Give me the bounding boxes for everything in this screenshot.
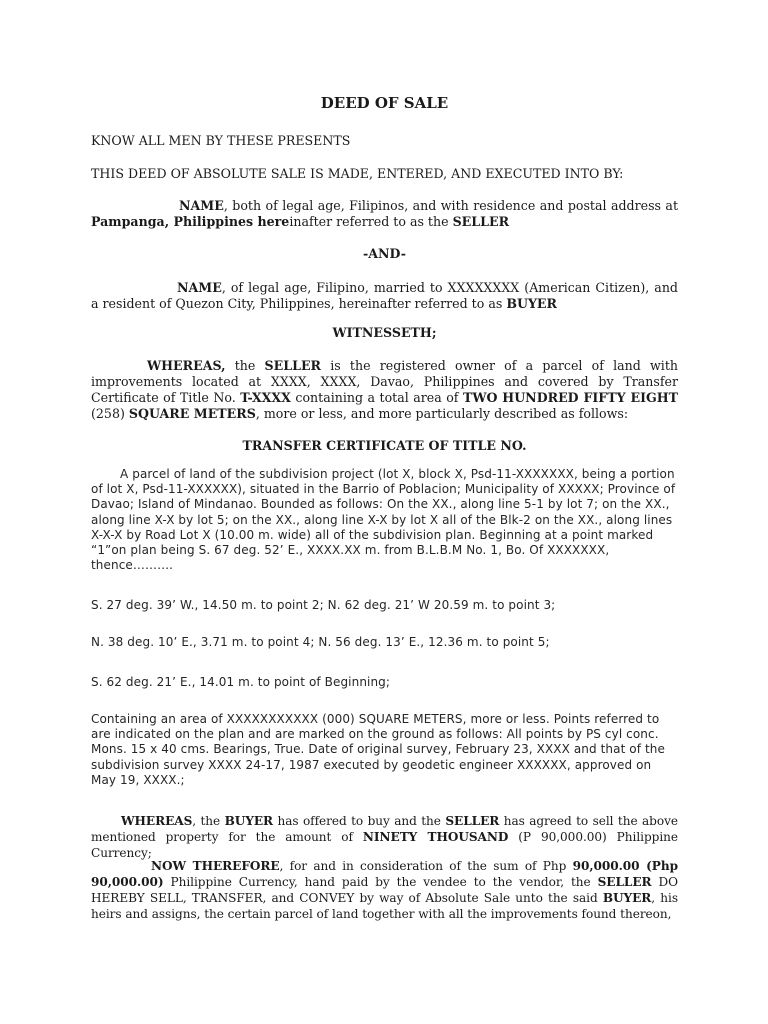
tct-number: T-XXXX xyxy=(240,390,291,405)
seller-name: NAME xyxy=(179,198,224,213)
consideration-amount: 90,000.00 (Php 90,000.00) xyxy=(91,859,678,889)
buyer-name: NAME xyxy=(177,280,222,295)
bearing-line-1: S. 27 deg. 39’ W., 14.50 m. to point 2; N. 62 deg. 21’ W 20.59 m. to point 3; xyxy=(91,598,556,612)
seller-role: SELLER xyxy=(452,214,510,229)
bearing-line-3: S. 62 deg. 21’ E., 14.01 m. to point of Beginning; xyxy=(91,675,391,689)
parcel-description: A parcel of land of the subdivision project (lot X, block X, Psd-11-XXXXXXX, being a portion of lot X, Psd-11-XXXXXX), situated in the Barrio of Poblacion; Municipality of XXXXX; Province of Davao; Island of Mindanao. Bounded as follows: On the XX., along line 5-1 by lot 7; on the XX., along line X-X by lot 5; on the XX., along line X-X by lot X all of the Blk-2 on the XX., along lines X-X-X by Road Lot X (10.00 m. wide) all of the subdivision plan. Beginning at a point marked “1”on plan being S. 67 deg. 52’ E., XXXX.XX m. from B.L.B.M No. 1, Bo. Of XXXXXXX, thence………. xyxy=(91,467,676,573)
and-separator: -AND- xyxy=(363,246,406,261)
seller-address: Pampanga, Philippines here xyxy=(91,214,290,229)
now-therefore-paragraph: NOW THEREFORE, for and in consideration of the sum of Php 90,000.00 (Php 90,000.00) Philippine Currency, hand paid by the vendee to the vendor, the SELLER DO HEREBY SELL, TRANSFER, and CONVEY by way of Absolute Sale unto the said BUYER, his heirs and assigns, the certain parcel of land together with all the improvements found thereon, xyxy=(91,859,678,921)
whereas-offer-paragraph: WHEREAS, the BUYER has offered to buy and the SELLER has agreed to sell the above mentioned property for the amount of NINETY THOUSAND (P 90,000.00) Philippine Currency; xyxy=(91,814,678,860)
bearing-line-2: N. 38 deg. 10’ E., 3.71 m. to point 4; N. 56 deg. 13’ E., 12.36 m. to point 5; xyxy=(91,635,550,649)
seller-paragraph: NAME, both of legal age, Filipinos, and with residence and postal address at Pampanga, Philippines hereinafter referred to as the SELLER xyxy=(91,198,678,229)
whereas-owner-paragraph: WHEREAS, the SELLER is the registered owner of a parcel of land with improvements located at XXXX, XXXX, Davao, Philippines and covered by Transfer Certificate of Title No. T-XXXX containing a total area of TWO HUNDRED FIFTY EIGHT (258) SQUARE METERS, more or less, and more particularly described as follows: xyxy=(91,358,678,421)
area-description: Containing an area of XXXXXXXXXXX (000) SQUARE METERS, more or less. Points referred to are indicated on the plan and are marked on the ground as follows: All points by PS cyl conc. Mons. 15 x 40 cms. Bearings, True. Date of original survey, February 23, XXXX and that of the subdivision survey XXXX 24-17, 1987 executed by geodetic engineer XXXXXX, approved on May 19, XXXX.; xyxy=(91,712,665,787)
buyer-paragraph: NAME, of legal age, Filipino, married to XXXXXXXX (American Citizen), and a resident of Quezon City, Philippines, hereinafter referred to as BUYER xyxy=(91,280,678,311)
document-title: DEED OF SALE xyxy=(320,94,449,112)
intro-statement: THIS DEED OF ABSOLUTE SALE IS MADE, ENTERED, AND EXECUTED INTO BY: xyxy=(91,166,624,181)
buyer-role: BUYER xyxy=(506,296,557,311)
tct-heading: TRANSFER CERTIFICATE OF TITLE NO. xyxy=(242,438,527,453)
witnesseth-heading: WITNESSETH; xyxy=(332,325,437,340)
intro-line: KNOW ALL MEN BY THESE PRESENTS xyxy=(91,133,351,148)
